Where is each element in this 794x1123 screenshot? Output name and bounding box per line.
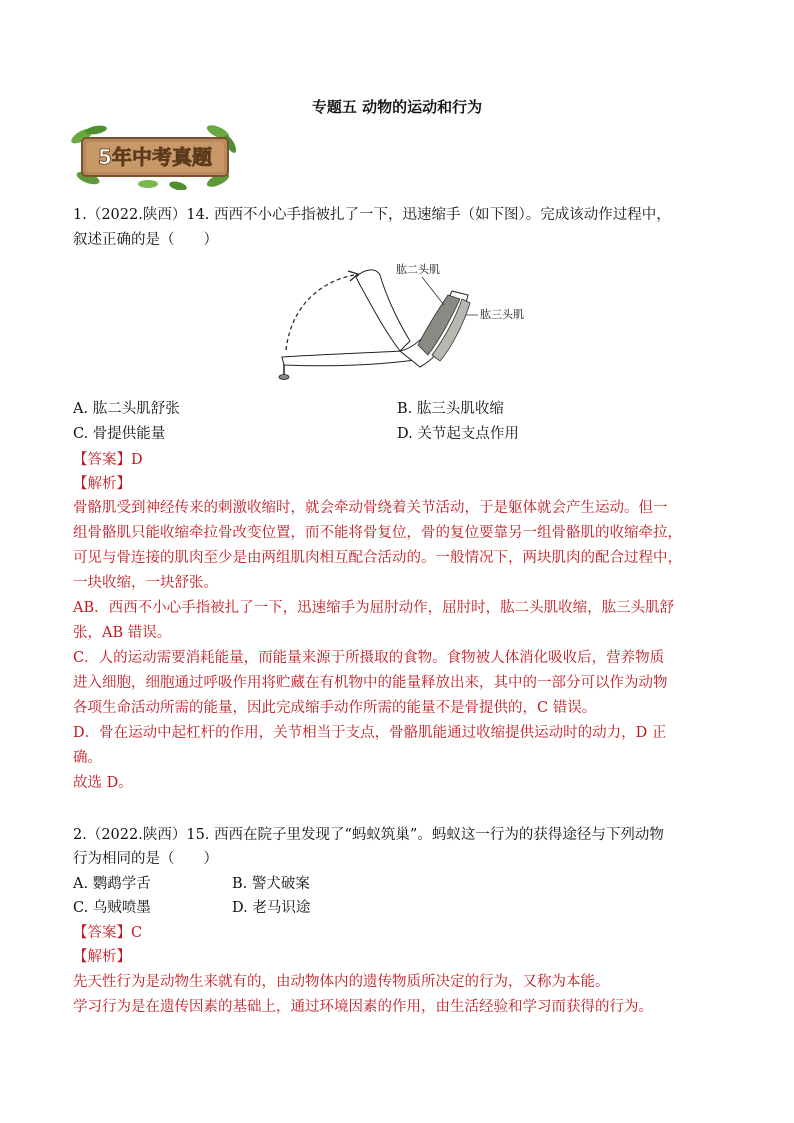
q2-stem-line1: 2.（2022.陕西）15. 西西在院子里发现了“蚂蚁筑巢”。蚂蚁这一行为的获得途径与下列动物 <box>73 827 664 843</box>
q2-stem-line2: 行为相同的是（ ） <box>73 851 218 867</box>
q2-analysis-label: 【解析】 <box>73 949 131 965</box>
q1-answer: 【答案】D <box>73 452 143 468</box>
biceps-label: 肱二头肌 <box>396 263 440 276</box>
q2-option-b: B. 警犬破案 <box>232 876 310 892</box>
banner-wood-sign <box>68 122 240 190</box>
q1-analysis-line: 张，AB 错误。 <box>73 625 172 641</box>
q1-analysis-line: 可见与骨连接的肌肉至少是由两组肌肉相互配合活动的。一般情况下，两块肌肉的配合过程中， <box>73 550 682 566</box>
page-title: 专题五 动物的运动和行为 <box>311 98 483 116</box>
q1-analysis-line: 故选 D。 <box>73 775 133 791</box>
q1-analysis-line: 各项生命活动所需的能量，因此完成缩手动作所需的能量不是骨提供的，C 错误。 <box>73 700 597 716</box>
triceps-label: 肱三头肌 <box>480 308 524 321</box>
q1-option-c: C. 骨提供能量 <box>73 426 166 442</box>
q1-analysis-line: 确。 <box>73 750 102 766</box>
q2-option-a: A. 鹦鹉学舌 <box>73 876 151 892</box>
q1-option-b: B. 肱三头肌收缩 <box>397 401 504 417</box>
banner-text: 5年中考真题 <box>98 145 212 169</box>
q2-analysis-line: 学习行为是在遗传因素的基础上，通过环境因素的作用，由生活经验和学习而获得的行为。 <box>73 999 653 1015</box>
q1-analysis-line: 一块收缩，一块舒张。 <box>73 575 218 591</box>
q1-analysis-label: 【解析】 <box>73 476 131 492</box>
arm-muscle-figure <box>272 255 532 387</box>
q1-analysis-line: D．骨在运动中起杠杆的作用，关节相当于支点，骨骼肌能通过收缩提供运动时的动力，D 正 <box>73 725 667 741</box>
q1-analysis-line: AB．西西不小心手指被扎了一下，迅速缩手为屈肘动作，屈肘时，肱二头肌收缩，肱三头肌舒 <box>73 600 675 616</box>
q2-answer: 【答案】C <box>73 925 143 941</box>
q1-stem-line1: 1.（2022.陕西）14. 西西不小心手指被扎了一下，迅速缩手（如下图）。完成该动作过程中， <box>73 207 671 223</box>
q1-analysis-line: 进入细胞，细胞通过呼吸作用将贮藏在有机物中的能量释放出来，其中的一部分可以作为动物 <box>73 675 668 691</box>
q1-stem-line2: 叙述正确的是（ ） <box>73 232 218 248</box>
q1-analysis-line: C．人的运动需要消耗能量，而能量来源于所摄取的食物。食物被人体消化吸收后，营养物质 <box>73 650 665 666</box>
q2-analysis-line: 先天性行为是动物生来就有的，由动物体内的遗传物质所决定的行为，又称为本能。 <box>73 974 610 990</box>
q1-option-d: D. 关节起支点作用 <box>397 426 519 442</box>
q2-option-c: C. 乌贼喷墨 <box>73 900 151 916</box>
q2-option-d: D. 老马识途 <box>232 900 311 916</box>
q1-option-a: A. 肱二头肌舒张 <box>73 401 180 417</box>
q1-analysis-line: 骨骼肌受到神经传来的刺激收缩时，就会牵动骨绕着关节活动，于是躯体就会产生运动。但一 <box>73 500 668 516</box>
q1-analysis-line: 组骨骼肌只能收缩牵拉骨改变位置，而不能将骨复位，骨的复位要靠另一组骨骼肌的收缩牵拉， <box>73 525 682 541</box>
